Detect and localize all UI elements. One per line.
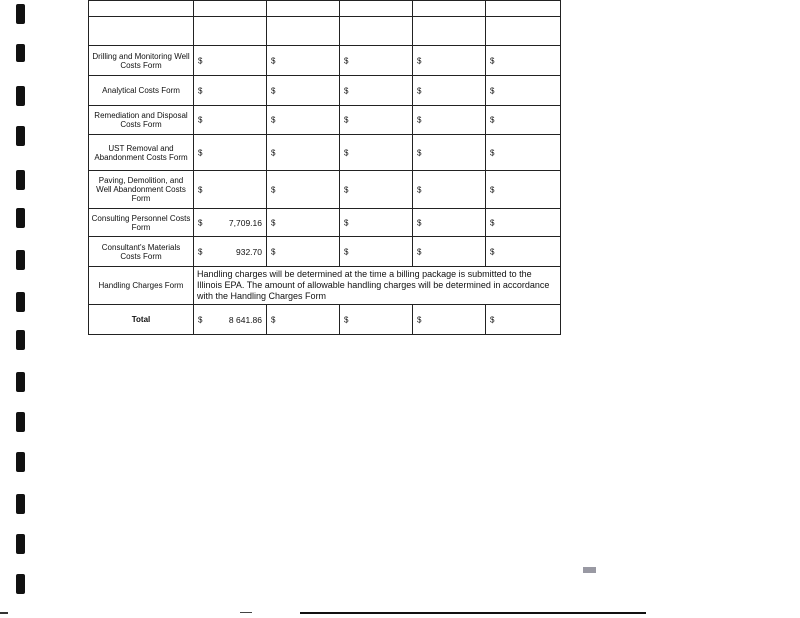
amount-cell (267, 46, 340, 76)
amount-cell (413, 237, 486, 267)
amount-cell (267, 135, 340, 171)
amount-cell (194, 237, 267, 267)
amount-cell (413, 209, 486, 237)
currency-symbol: $ (198, 148, 203, 157)
currency-symbol: $ (271, 115, 276, 125)
row-label: Remediation and Disposal Costs Form (89, 106, 194, 135)
table-row (89, 76, 561, 106)
currency-symbol: $ (198, 115, 203, 125)
total-row (89, 305, 561, 335)
binder-hole-mark (16, 372, 25, 392)
amount-cell (486, 46, 561, 76)
table-row (89, 135, 561, 171)
currency-symbol: $ (271, 185, 276, 194)
currency-symbol: $ (344, 115, 349, 125)
currency-symbol: $ (490, 86, 495, 95)
currency-symbol: $ (271, 315, 276, 324)
total-label: Total (89, 305, 194, 335)
cost-summary-table (88, 0, 561, 335)
amount-cell (486, 209, 561, 237)
currency-symbol: $ (344, 218, 349, 227)
amount-cell (486, 17, 561, 46)
currency-symbol: $ (344, 56, 349, 65)
handling-charges-row (89, 267, 561, 305)
binder-hole-mark (16, 330, 25, 350)
currency-symbol: $ (344, 247, 349, 256)
handling-charges-note: Handling charges will be determined at the time a billing package is submitted to the Illinois EPA. The amount of allowable handling charges will be determined in accordance with the Handling Charges Form (194, 267, 561, 305)
amount-cell (194, 106, 267, 135)
amount-cell (340, 106, 413, 135)
currency-symbol: $ (417, 247, 422, 256)
row-label: UST Removal and Abandonment Costs Form (89, 135, 194, 171)
edge-tick (0, 612, 8, 614)
currency-symbol: $ (490, 218, 495, 227)
footer-rule-fragment (240, 612, 252, 613)
amount-cell (340, 1, 413, 17)
binder-hole-mark (16, 44, 25, 62)
currency-symbol: $ (198, 56, 203, 65)
binder-hole-mark (16, 250, 25, 270)
amount-cell (267, 17, 340, 46)
currency-symbol: $ (417, 185, 422, 194)
amount-cell (267, 305, 340, 335)
binder-hole-mark (16, 126, 25, 146)
amount-cell (194, 17, 267, 46)
currency-symbol: $ (417, 218, 422, 227)
currency-symbol: $ (490, 315, 495, 324)
binder-hole-mark (16, 574, 25, 594)
table-row (89, 106, 561, 135)
table-row (89, 46, 561, 76)
amount-cell (486, 171, 561, 209)
amount-cell (194, 1, 267, 17)
amount-cell (340, 17, 413, 46)
binder-hole-mark (16, 292, 25, 312)
row-label: Paving, Demolition, and Well Abandonment Costs Form (89, 171, 194, 209)
currency-symbol: $ (271, 247, 276, 256)
amount-cell (340, 76, 413, 106)
binder-hole-mark (16, 534, 25, 554)
amount-cell (194, 46, 267, 76)
amount-value: 7,709.16 (228, 217, 262, 228)
row-label (89, 1, 194, 17)
currency-symbol: $ (344, 86, 349, 95)
row-label: Consultant's Materials Costs Form (89, 237, 194, 267)
currency-symbol: $ (417, 115, 422, 125)
total-amount-value: 8 641.86 (228, 314, 262, 325)
amount-cell (413, 46, 486, 76)
total-amount-cell (194, 305, 267, 335)
currency-symbol: $ (417, 315, 422, 324)
row-label (89, 17, 194, 46)
amount-cell (486, 1, 561, 17)
amount-cell (413, 17, 486, 46)
currency-symbol: $ (417, 86, 422, 95)
table-row (89, 171, 561, 209)
amount-cell (413, 76, 486, 106)
binder-hole-mark (16, 170, 25, 190)
amount-cell (413, 171, 486, 209)
amount-cell (267, 209, 340, 237)
amount-cell (340, 135, 413, 171)
binder-hole-strip (0, 0, 40, 618)
currency-symbol: $ (271, 148, 276, 157)
currency-symbol: $ (490, 115, 495, 125)
amount-cell (267, 76, 340, 106)
amount-cell (340, 46, 413, 76)
table-row (89, 1, 561, 17)
amount-cell (194, 209, 267, 237)
currency-symbol: $ (344, 315, 349, 324)
row-label: Analytical Costs Form (89, 76, 194, 106)
amount-cell (194, 171, 267, 209)
amount-cell (267, 171, 340, 209)
amount-cell (194, 135, 267, 171)
amount-cell (340, 237, 413, 267)
amount-cell (267, 237, 340, 267)
amount-cell (340, 209, 413, 237)
amount-cell (267, 1, 340, 17)
table-row (89, 209, 561, 237)
scan-artifact-mark (583, 567, 596, 573)
binder-hole-mark (16, 86, 25, 106)
currency-symbol: $ (198, 315, 203, 324)
currency-symbol: $ (271, 56, 276, 65)
amount-cell (413, 106, 486, 135)
currency-symbol: $ (490, 247, 495, 256)
amount-cell (413, 1, 486, 17)
amount-cell (340, 305, 413, 335)
currency-symbol: $ (198, 185, 203, 194)
amount-cell (486, 106, 561, 135)
amount-cell (486, 135, 561, 171)
currency-symbol: $ (490, 148, 495, 157)
amount-cell (340, 171, 413, 209)
amount-cell (194, 76, 267, 106)
row-label: Handling Charges Form (89, 267, 194, 305)
currency-symbol: $ (271, 86, 276, 95)
footer-rule (300, 612, 646, 614)
binder-hole-mark (16, 494, 25, 514)
currency-symbol: $ (344, 148, 349, 157)
currency-symbol: $ (198, 247, 203, 256)
binder-hole-mark (16, 208, 25, 228)
row-label: Drilling and Monitoring Well Costs Form (89, 46, 194, 76)
currency-symbol: $ (417, 56, 422, 65)
amount-cell (486, 305, 561, 335)
currency-symbol: $ (271, 218, 276, 227)
row-label: Consulting Personnel Costs Form (89, 209, 194, 237)
binder-hole-mark (16, 4, 25, 24)
amount-cell (413, 305, 486, 335)
currency-symbol: $ (490, 56, 495, 65)
table-row (89, 17, 561, 46)
amount-cell (267, 106, 340, 135)
currency-symbol: $ (490, 185, 495, 194)
amount-cell (486, 76, 561, 106)
binder-hole-mark (16, 412, 25, 432)
amount-cell (486, 237, 561, 267)
binder-hole-mark (16, 452, 25, 472)
currency-symbol: $ (198, 218, 203, 227)
amount-value: 932.70 (236, 246, 262, 257)
currency-symbol: $ (417, 148, 422, 157)
amount-cell (413, 135, 486, 171)
currency-symbol: $ (198, 86, 203, 95)
currency-symbol: $ (344, 185, 349, 194)
table-row (89, 237, 561, 267)
